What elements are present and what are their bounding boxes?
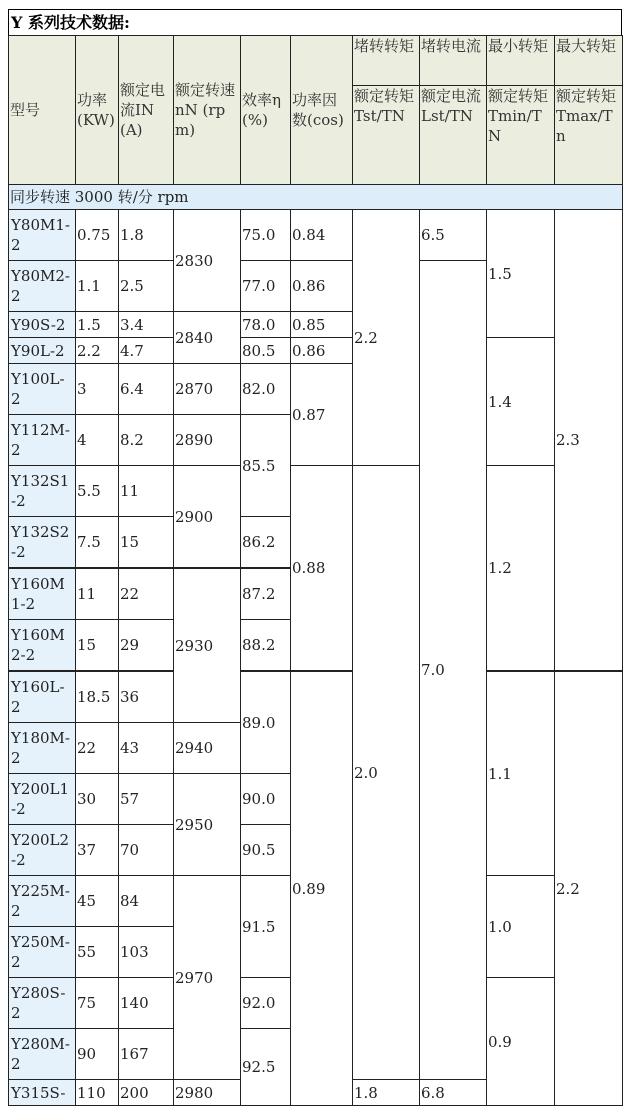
locked-torque-cell: 1.8 <box>353 1080 420 1106</box>
header-locked-current: 堵转电流 <box>420 36 487 86</box>
header-min-torque: 最小转矩 <box>487 36 555 86</box>
model-cell: Y160M1-2 <box>9 568 76 620</box>
efficiency-cell: 80.5 <box>241 338 291 364</box>
power-cell: 18.5 <box>76 671 119 723</box>
header-power-factor: 功率因数(cos) <box>291 36 353 185</box>
locked-current-cell: 7.0 <box>420 261 487 1080</box>
header-current: 额定电流IN (A) <box>119 36 174 185</box>
speed-cell: 2980 <box>174 1080 241 1106</box>
current-cell: 103 <box>119 927 174 978</box>
efficiency-cell: 82.0 <box>241 364 291 415</box>
power-cell: 1.1 <box>76 261 119 312</box>
efficiency-cell: 92.5 <box>241 1029 291 1106</box>
motor-data-panel <box>8 9 622 1106</box>
model-cell: Y112M-2 <box>9 415 76 466</box>
power-cell: 3 <box>76 364 119 415</box>
current-cell: 57 <box>119 774 174 825</box>
power-cell: 0.75 <box>76 210 119 261</box>
power-cell: 4 <box>76 415 119 466</box>
model-cell: Y132S1-2 <box>9 466 76 517</box>
efficiency-cell: 89.0 <box>241 671 291 774</box>
power-factor-cell: 0.87 <box>291 364 353 466</box>
power-cell: 75 <box>76 978 119 1029</box>
min-torque-cell: 1.5 <box>487 210 555 338</box>
efficiency-cell: 90.0 <box>241 774 291 825</box>
header-row-1 <box>9 36 623 86</box>
efficiency-cell: 77.0 <box>241 261 291 312</box>
locked-torque-cell: 2.2 <box>353 210 420 466</box>
current-cell: 15 <box>119 517 174 569</box>
min-torque-cell: 1.0 <box>487 876 555 978</box>
current-cell: 8.2 <box>119 415 174 466</box>
model-cell: Y80M1-2 <box>9 210 76 261</box>
model-cell: Y250M-2 <box>9 927 76 978</box>
model-cell: Y280M-2 <box>9 1029 76 1080</box>
power-cell: 110 <box>76 1080 119 1106</box>
locked-torque-cell: 2.0 <box>353 466 420 1080</box>
speed-cell: 2950 <box>174 774 241 876</box>
motor-spec-table <box>8 35 623 1106</box>
header-locked-current-sub: 额定电流Lst/TN <box>420 86 487 185</box>
current-cell: 4.7 <box>119 338 174 364</box>
table-row <box>9 210 623 261</box>
header-power: 功率(KW) <box>76 36 119 185</box>
current-cell: 6.4 <box>119 364 174 415</box>
speed-cell: 2840 <box>174 312 241 364</box>
current-cell: 200 <box>119 1080 174 1106</box>
power-factor-cell: 0.89 <box>291 671 353 1106</box>
power-factor-cell: 0.86 <box>291 261 353 312</box>
min-torque-cell: 0.9 <box>487 978 555 1106</box>
power-cell: 15 <box>76 620 119 672</box>
efficiency-cell: 90.5 <box>241 825 291 876</box>
current-cell: 22 <box>119 568 174 620</box>
current-cell: 43 <box>119 723 174 774</box>
min-torque-cell: 1.1 <box>487 671 555 876</box>
model-cell: Y132S2-2 <box>9 517 76 569</box>
current-cell: 3.4 <box>119 312 174 338</box>
table-title: Y 系列技术数据: <box>8 9 622 35</box>
power-cell: 37 <box>76 825 119 876</box>
current-cell: 1.8 <box>119 210 174 261</box>
model-cell: Y180M-2 <box>9 723 76 774</box>
table-row <box>9 671 623 723</box>
power-cell: 30 <box>76 774 119 825</box>
section-row <box>9 185 623 210</box>
model-cell: Y160M2-2 <box>9 620 76 672</box>
speed-cell: 2940 <box>174 723 241 774</box>
current-cell: 167 <box>119 1029 174 1080</box>
table-row <box>9 338 623 364</box>
header-model: 型号 <box>9 36 76 185</box>
model-cell: Y90S-2 <box>9 312 76 338</box>
power-cell: 2.2 <box>76 338 119 364</box>
section-title: 同步转速 3000 转/分 rpm <box>9 185 623 210</box>
model-cell: Y160L-2 <box>9 671 76 723</box>
speed-cell: 2900 <box>174 466 241 569</box>
model-cell: Y225M-2 <box>9 876 76 927</box>
header-max-torque-sub: 额定转矩Tmax/Tn <box>555 86 623 185</box>
min-torque-cell: 1.4 <box>487 338 555 466</box>
header-efficiency: 效率η (%) <box>241 36 291 185</box>
header-speed: 额定转速nN (rpm) <box>174 36 241 185</box>
speed-cell: 2890 <box>174 415 241 466</box>
power-cell: 45 <box>76 876 119 927</box>
speed-cell: 2930 <box>174 568 241 723</box>
current-cell: 36 <box>119 671 174 723</box>
header-max-torque: 最大转矩 <box>555 36 623 86</box>
efficiency-cell: 85.5 <box>241 415 291 517</box>
efficiency-cell: 88.2 <box>241 620 291 672</box>
max-torque-cell: 2.3 <box>555 210 623 672</box>
speed-cell: 2830 <box>174 210 241 312</box>
min-torque-cell: 1.2 <box>487 466 555 672</box>
efficiency-cell: 86.2 <box>241 517 291 569</box>
power-factor-cell: 0.85 <box>291 312 353 338</box>
model-cell: Y315S- <box>9 1080 76 1106</box>
speed-cell: 2970 <box>174 876 241 1080</box>
speed-cell: 2870 <box>174 364 241 415</box>
power-cell: 11 <box>76 568 119 620</box>
model-cell: Y90L-2 <box>9 338 76 364</box>
power-cell: 22 <box>76 723 119 774</box>
power-factor-cell: 0.84 <box>291 210 353 261</box>
power-factor-cell: 0.88 <box>291 466 353 672</box>
efficiency-cell: 87.2 <box>241 568 291 620</box>
header-locked-torque: 堵转转矩 <box>353 36 420 86</box>
header-locked-torque-sub: 额定转矩Tst/TN <box>353 86 420 185</box>
efficiency-cell: 92.0 <box>241 978 291 1029</box>
power-cell: 5.5 <box>76 466 119 517</box>
power-cell: 7.5 <box>76 517 119 569</box>
model-cell: Y280S-2 <box>9 978 76 1029</box>
table-row <box>9 466 623 517</box>
model-cell: Y200L2-2 <box>9 825 76 876</box>
locked-current-cell: 6.5 <box>420 210 487 261</box>
power-cell: 1.5 <box>76 312 119 338</box>
max-torque-cell: 2.2 <box>555 671 623 1106</box>
efficiency-cell: 91.5 <box>241 876 291 978</box>
current-cell: 140 <box>119 978 174 1029</box>
power-cell: 90 <box>76 1029 119 1080</box>
power-factor-cell: 0.86 <box>291 338 353 364</box>
header-min-torque-sub: 额定转矩Tmin/TN <box>487 86 555 185</box>
model-cell: Y100L-2 <box>9 364 76 415</box>
current-cell: 2.5 <box>119 261 174 312</box>
model-cell: Y200L1-2 <box>9 774 76 825</box>
efficiency-cell: 75.0 <box>241 210 291 261</box>
model-cell: Y80M2-2 <box>9 261 76 312</box>
current-cell: 70 <box>119 825 174 876</box>
current-cell: 84 <box>119 876 174 927</box>
locked-current-cell: 6.8 <box>420 1080 487 1106</box>
current-cell: 11 <box>119 466 174 517</box>
current-cell: 29 <box>119 620 174 672</box>
power-cell: 55 <box>76 927 119 978</box>
efficiency-cell: 78.0 <box>241 312 291 338</box>
